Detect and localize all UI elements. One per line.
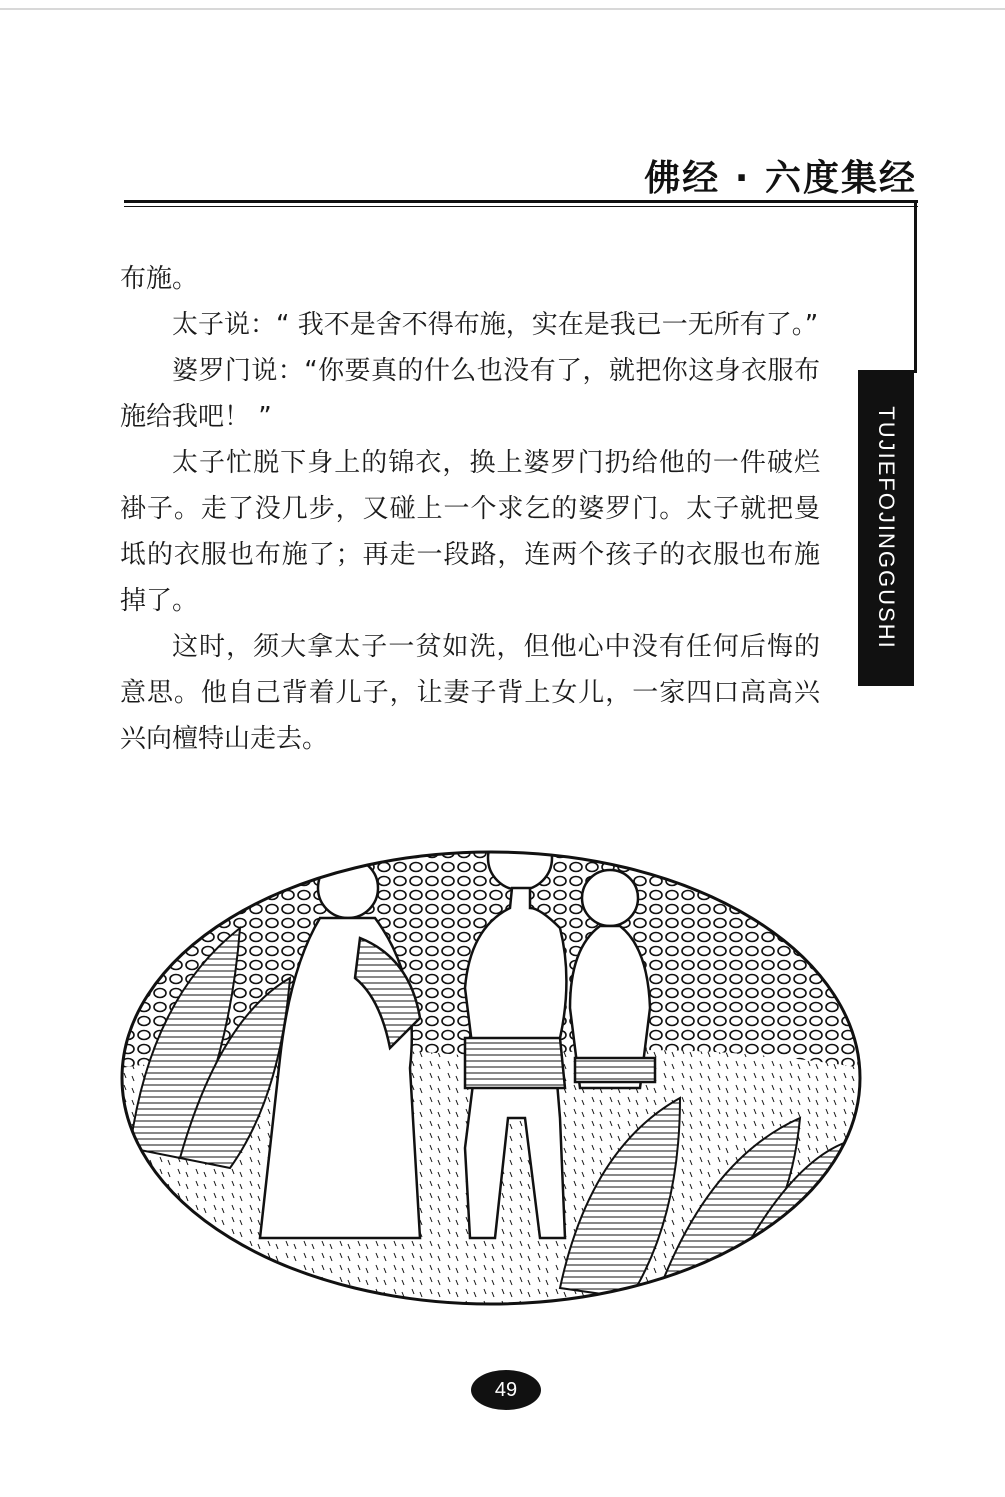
side-tab-label: TUJIEFOJINGGUSHI <box>874 406 899 650</box>
illustration <box>120 818 862 1306</box>
header-rule-thick <box>124 200 918 203</box>
header-rule-vertical <box>914 203 917 373</box>
paragraph: 婆罗门说：“你要真的什么也没有了，就把你这身衣服布施给我吧！ ” <box>120 356 820 432</box>
paragraph: 布施。 <box>120 264 199 294</box>
body-text <box>120 256 820 762</box>
side-tab <box>858 370 914 686</box>
paragraph: 太子说：“ 我不是舍不得布施，实在是我已一无所有了。” <box>172 310 819 340</box>
header-rule-thin <box>124 206 918 207</box>
running-header-title: 佛经 · 六度集经 <box>644 158 917 199</box>
paragraph: 太子忙脱下身上的锦衣，换上婆罗门扔给他的一件破烂褂子。走了没几步，又碰上一个求乞的婆罗门。太子就把曼坻的衣服也布施了；再走一段路，连两个孩子的衣服也布施掉了。 <box>120 448 820 616</box>
page-number: 49 <box>471 1370 541 1410</box>
paragraph: 这时，须大拿太子一贫如洗，但他心中没有任何后悔的意思。他自己背着儿子，让妻子背上女儿，一家四口高高兴兴向檀特山走去。 <box>120 632 820 754</box>
page-top-edge <box>0 8 1005 10</box>
